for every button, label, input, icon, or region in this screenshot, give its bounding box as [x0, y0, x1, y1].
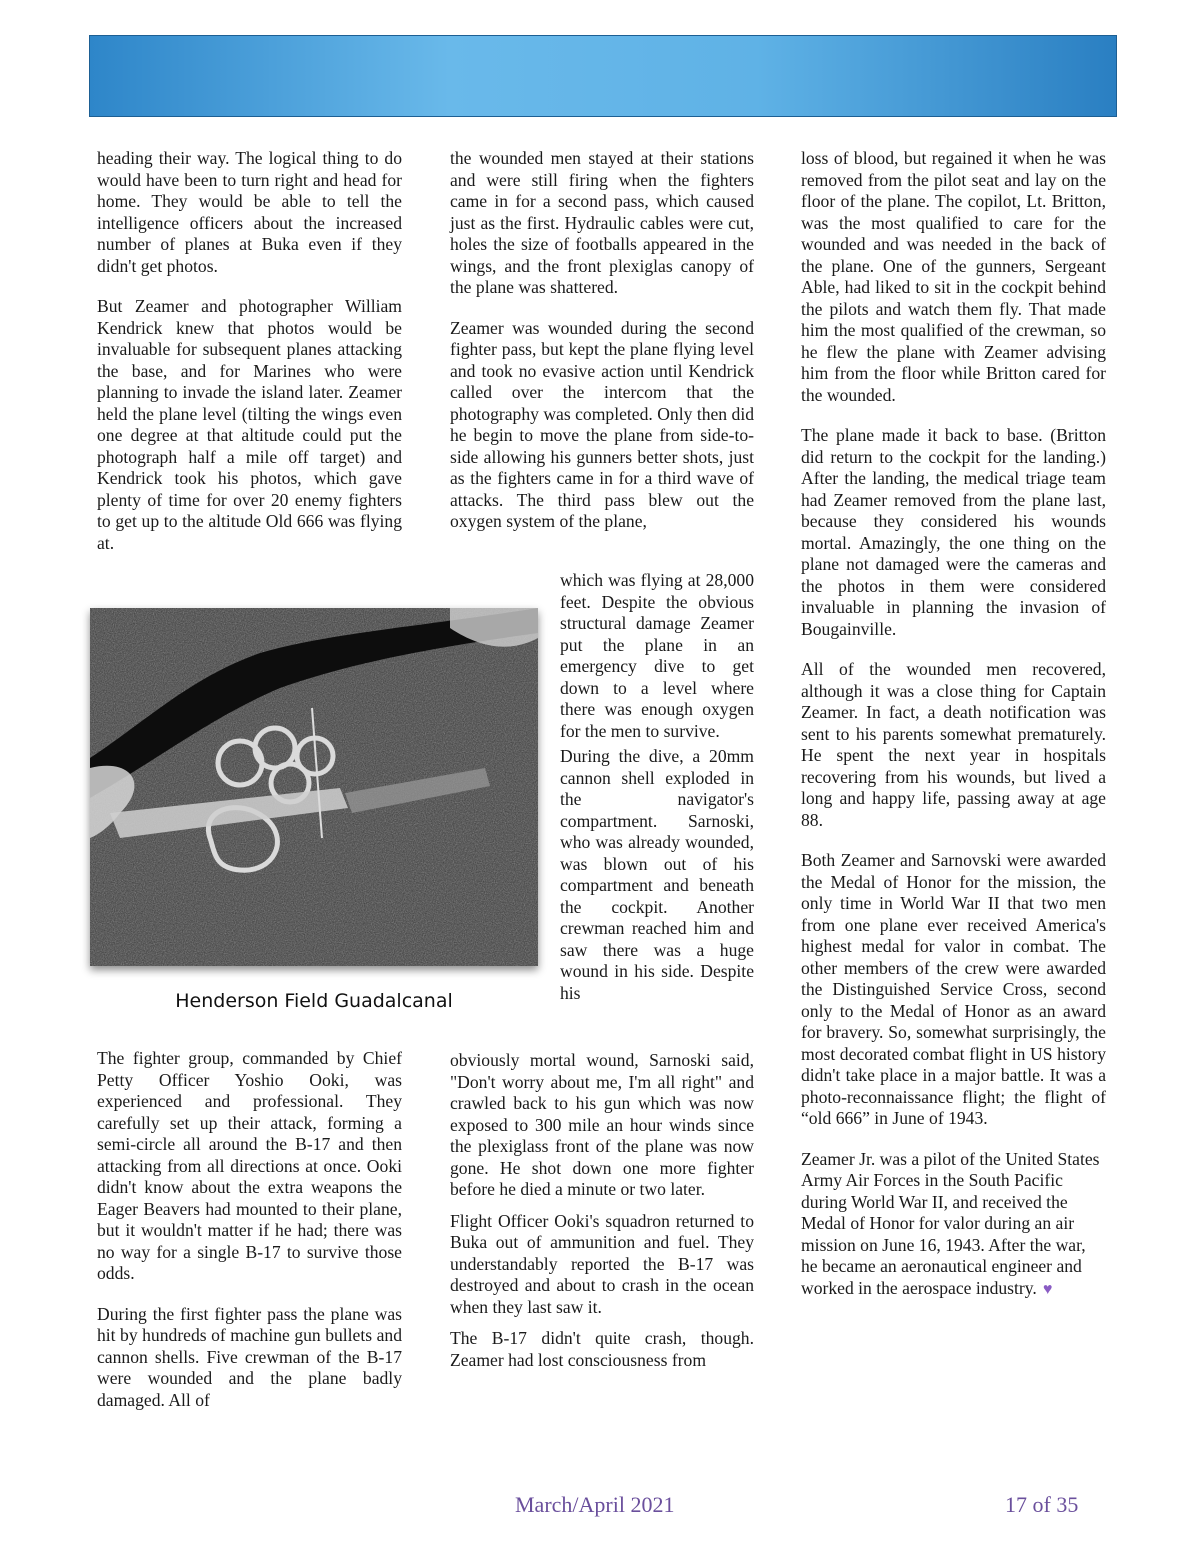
aerial-photo	[90, 608, 538, 966]
paragraph: Zeamer was wounded during the second fighter pass, but kept the plane flying level and took no evasive action until Kendrick called over the intercom that the photography was completed. Only then did he begin to move the plane from side-to-side allowing his gunners better shots, just as the fighters came in for a third wave of attacks. The third pass blew out the oxygen system of the plane,	[450, 317, 754, 531]
paragraph: The fighter group, commanded by Chief Petty Officer Yoshio Ooki, was experienced and professional. They carefully set up their attack, forming a semi-circle all around the B-17 and then attacking from all directions at once. Ooki didn't know about the extra weapons the Eager Beavers had mounted to their plane, but it wouldn't matter if he had; there was no way for a single B-17 to survive those odds.	[97, 1048, 402, 1283]
aerial-photo-graphic	[90, 608, 538, 966]
paragraph: heading their way. The logical thing to do would have been to turn right and head for home. They would be able to tell the intelligence officers about the increased number of planes at Buka even if they didn't get photos.	[97, 148, 402, 276]
column-1-bottom	[97, 1048, 402, 1430]
paragraph: Both Zeamer and Sarnovski were awarded the Medal of Honor for the mission, the only time in World War II that two men from one plane ever received America's highest medal for valor in combat. The other members of the crew were awarded the Distinguished Service Cross, second only to the Medal of Honor as an award for bravery. So, somewhat surprisingly, the most decorated combat flight in US history didn't take place in a major battle. It was a photo-reconnaissance flight; the flight of “old 666” in June of 1943.	[801, 850, 1106, 1128]
column-2-bottom	[450, 1050, 754, 1390]
column-2-top	[450, 148, 754, 533]
column-3	[801, 148, 1106, 1319]
paragraph: The B-17 didn't quite crash, though. Zeamer had lost consciousness from	[450, 1328, 754, 1370]
paragraph: During the first fighter pass the plane was hit by hundreds of machine gun bullets and cannon shells. Five crewman of the B-17 were wounded and the plane badly damaged. All of	[97, 1303, 402, 1410]
paragraph: Flight Officer Ooki's squadron returned to Buka out of ammunition and fuel. They understandably reported the B-17 was destroyed and about to crash in the ocean when they last saw it.	[450, 1210, 754, 1317]
paragraph: loss of blood, but regained it when he was removed from the pilot seat and lay on the floor of the plane. The copilot, Lt. Britton, was the most qualified to care for the wounded and was needed in the back of the plane. One of the gunners, Sergeant Able, had liked to sit in the cockpit behind the pilots and watch them fly. That made him the most qualified of the crewman, so he flew the plane with Zeamer advising him from the floor while Britton cared for the wounded.	[801, 148, 1106, 405]
paragraph: obviously mortal wound, Sarnoski said, "Don't worry about me, I'm all right" and crawled back to his gun which was now exposed to 300 mile an hour winds since the plexiglass front of the plane was now gone. He shot down one more fighter before he died a minute or two later.	[450, 1050, 754, 1199]
footer-page-number: 17 of 35	[1005, 1492, 1079, 1517]
photo-caption: Henderson Field Guadalcanal	[175, 990, 453, 1012]
footer-date: March/April 2021	[515, 1492, 675, 1517]
header-banner	[89, 35, 1117, 117]
column-2-wrapped	[560, 570, 754, 1004]
heart-icon: ♥	[1042, 1280, 1053, 1298]
paragraph: But Zeamer and photographer William Kendrick knew that photos would be invaluable for subsequent planes attacking the base, and for Marines who were planning to invade the island later. Zeamer held the plane level (tilting the wings even one degree at that altitude could put the photograph half a mile off target) and Kendrick took his photos, which gave plenty of time for over 20 enemy fighters to get up to the altitude Old 666 was flying at.	[97, 296, 402, 553]
paragraph-text: Zeamer Jr. was a pilot of the United States Army Air Forces in the South Pacific during World War II, and received the Medal of Honor for valor during an air mission on June 16, 1943. After the war, he became an aeronautical engineer and worked in the aerospace industry.	[801, 1148, 1100, 1298]
paragraph: All of the wounded men recovered, although it was a close thing for Captain Zeamer. In fact, a death notification was sent to his parents somewhat prematurely. He spent the next year in hospitals recovering from his wounds, but lived a long and happy life, passing away at age 88.	[801, 659, 1106, 830]
paragraph: During the dive, a 20mm cannon shell exploded in the navigator's compartment. Sarnoski, who was already wounded, was blown out of his compartment and beneath the cockpit. Another crewman reached him and saw there was a huge wound in his side. Despite his	[560, 746, 754, 1003]
paragraph: The plane made it back to base. (Britton did return to the cockpit for the landing.) After the landing, the medical triage team had Zeamer removed from the plane last, because they considered his wounds mortal. Amazingly, the one thing on the plane not damaged were the cameras and the photos in them were considered invaluable in planning the invasion of Bougainville.	[801, 425, 1106, 639]
column-1-top	[97, 148, 402, 573]
paragraph: which was flying at 28,000 feet. Despite the obvious structural damage Zeamer put the plane in an emergency dive to get down to a level where there was enough oxygen for the men to survive.	[560, 570, 754, 741]
paragraph	[801, 1149, 1106, 1301]
paragraph: the wounded men stayed at their stations and were still firing when the fighters came in for a second pass, which caused just as the first. Hydraulic cables were cut, holes the size of footballs appeared in the wings, and the front plexiglas canopy of the plane was shattered.	[450, 148, 754, 297]
